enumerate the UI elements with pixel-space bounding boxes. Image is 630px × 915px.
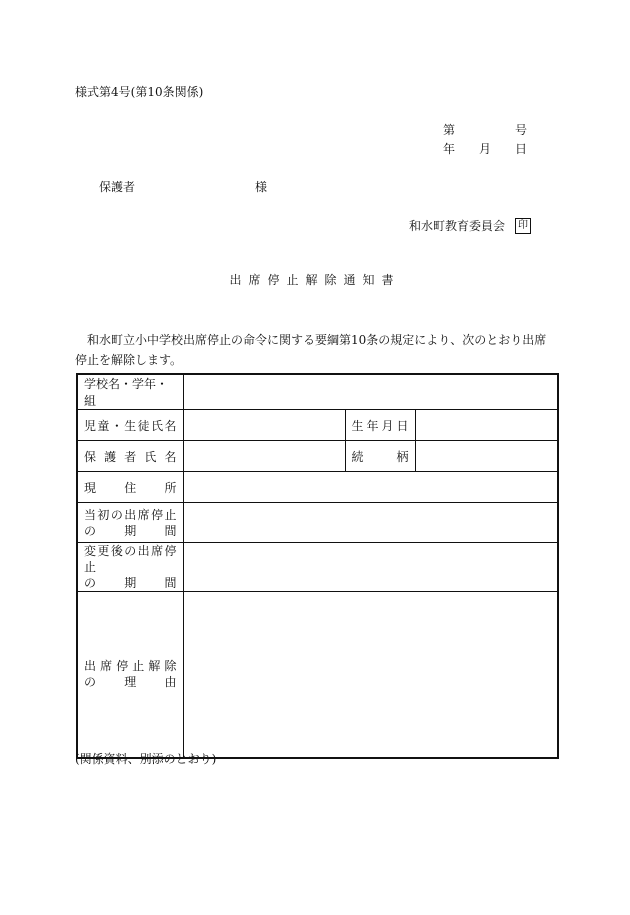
school-label: 学校名・学年・組 [77,374,183,410]
birthdate-field[interactable] [415,410,558,441]
date-day: 日 [514,142,527,156]
seal-mark: 印 [515,218,531,234]
student-name-field[interactable] [183,410,345,441]
document-number-prefix: 第 [443,123,456,137]
addressee-honorific: 様 [255,180,268,194]
document-number [443,124,527,136]
form-number: 様式第4号(第10条関係) [75,85,204,99]
table-row [77,410,558,441]
table-row [77,441,558,472]
relation-field[interactable] [415,441,558,472]
student-name-label: 児童・生徒氏名 [77,410,183,441]
footnote: (関係資料、別添のとおり) [75,752,217,766]
date-month: 月 [478,142,491,156]
changed-period-field[interactable] [183,543,558,592]
birthdate-label: 生年月日 [345,410,415,441]
address-label: 現住所 [77,472,183,503]
guardian-name-label: 保護者氏名 [77,441,183,472]
issuer [409,218,531,234]
document-number-suffix: 号 [514,123,527,137]
reason-label: 出席停止解除 の理由 [77,592,183,758]
date-year: 年 [443,142,456,156]
table-row [77,472,558,503]
table-row [77,503,558,543]
original-period-label: 当初の出席停止 の期間 [77,503,183,543]
changed-period-label: 変更後の出席停止 の期間 [77,543,183,592]
school-field[interactable] [183,374,558,410]
table-row [77,543,558,592]
addressee-label: 保護者 [99,180,136,194]
body-text: 和水町立小中学校出席停止の命令に関する要綱第10条の規定により、次のとおり出席停止を解除します。 [75,333,547,367]
table-row [77,374,558,410]
reason-field[interactable] [183,592,558,758]
form-table [76,373,559,759]
issuer-name: 和水町教育委員会 [409,219,506,233]
original-period-field[interactable] [183,503,558,543]
relation-label: 続柄 [345,441,415,472]
document-date [443,143,527,155]
address-field[interactable] [183,472,558,503]
guardian-name-field[interactable] [183,441,345,472]
table-row [77,592,558,758]
document-title: 出席停止解除通知書 [229,273,401,287]
